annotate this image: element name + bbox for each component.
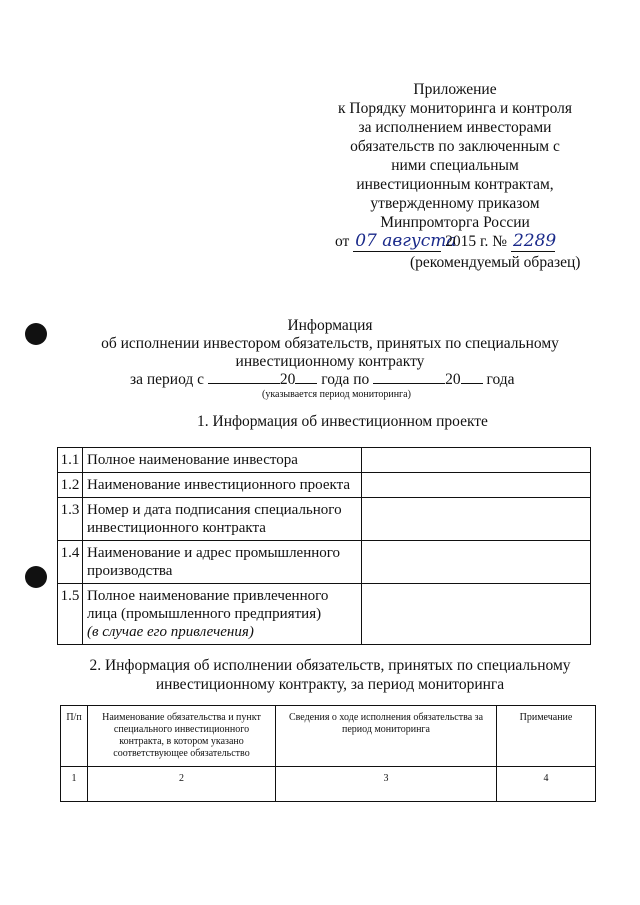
row-value bbox=[362, 448, 591, 473]
appendix-header bbox=[330, 80, 580, 252]
column-number-row bbox=[61, 767, 596, 802]
info-line: инвестиционному контракту bbox=[235, 353, 425, 370]
column-number: 3 bbox=[276, 767, 497, 802]
period-year-a: 20 bbox=[279, 371, 296, 388]
row-label: Полное наименование привлеченного лица (промышленного предприятия) bbox=[87, 588, 329, 622]
period-suffix: года bbox=[486, 371, 515, 388]
table-row bbox=[58, 473, 591, 498]
punch-hole-top bbox=[25, 323, 47, 345]
row-label: Наименование и адрес промышленного производства bbox=[83, 541, 362, 584]
info-title-block bbox=[60, 317, 600, 371]
period-prefix: за период с bbox=[130, 371, 205, 388]
obligations-table bbox=[60, 705, 596, 802]
period-mid: года по bbox=[321, 371, 370, 388]
row-number: 1.4 bbox=[58, 541, 83, 584]
sample-label: (рекомендуемый образец) bbox=[410, 254, 581, 271]
row-number: 1.3 bbox=[58, 498, 83, 541]
row-number: 1.2 bbox=[58, 473, 83, 498]
appendix-line: ними специальным bbox=[391, 157, 519, 174]
row-label: Наименование инвестиционного проекта bbox=[83, 473, 362, 498]
info-line: об исполнении инвестором обязательств, принятых по специальному bbox=[101, 335, 559, 352]
blank-field bbox=[295, 369, 317, 384]
row-value bbox=[362, 473, 591, 498]
row-value bbox=[362, 541, 591, 584]
table-row bbox=[58, 541, 591, 584]
section2-heading bbox=[60, 656, 600, 694]
table-row bbox=[58, 584, 591, 645]
column-header: Сведения о ходе исполнения обязательства за период мониторинга bbox=[276, 706, 497, 767]
table-row bbox=[58, 448, 591, 473]
row-number: 1.5 bbox=[58, 584, 83, 645]
date-prefix: от bbox=[335, 233, 350, 250]
row-label: Полное наименование инвестора bbox=[83, 448, 362, 473]
appendix-line: к Порядку мониторинга и контроля bbox=[337, 100, 573, 117]
column-header: Примечание bbox=[497, 706, 596, 767]
blank-field bbox=[373, 369, 445, 384]
column-header: Наименование обязательства и пункт специального инвестиционного контракта, в котором указано соответствующее обязательство bbox=[88, 706, 276, 767]
appendix-line: Минпромторга России bbox=[380, 214, 530, 231]
appendix-line: Приложение bbox=[413, 81, 497, 98]
section2-heading-line: инвестиционному контракту, за период мониторинга bbox=[155, 676, 505, 693]
blank-field bbox=[208, 369, 280, 384]
handwritten-number: 2289 bbox=[512, 231, 557, 251]
row-label: Номер и дата подписания специального инвестиционного контракта bbox=[83, 498, 362, 541]
handwritten-date: 07 августа bbox=[355, 231, 457, 251]
blank-field bbox=[461, 369, 483, 384]
project-info-table bbox=[57, 447, 591, 645]
column-number: 1 bbox=[61, 767, 88, 802]
table-header-row bbox=[61, 706, 596, 767]
appendix-line: за исполнением инвесторами bbox=[358, 119, 552, 136]
info-title: Информация bbox=[287, 317, 373, 334]
period-line bbox=[130, 369, 515, 389]
order-date-line bbox=[310, 232, 580, 252]
year-text: 2015 г. № bbox=[445, 233, 508, 250]
column-header: П/п bbox=[61, 706, 88, 767]
row-label-cell bbox=[83, 584, 362, 645]
row-value bbox=[362, 584, 591, 645]
row-number: 1.1 bbox=[58, 448, 83, 473]
punch-hole-bottom bbox=[25, 566, 47, 588]
table-row bbox=[58, 498, 591, 541]
appendix-line: инвестиционным контрактам, bbox=[356, 176, 554, 193]
row-label-note: (в случае его привлечения) bbox=[87, 624, 254, 640]
appendix-line: утвержденному приказом bbox=[370, 195, 540, 212]
section2-heading-line: 2. Информация об исполнении обязательств, принятых по специальному bbox=[89, 657, 571, 674]
appendix-line: обязательств по заключенным с bbox=[350, 138, 560, 155]
row-value bbox=[362, 498, 591, 541]
column-number: 4 bbox=[497, 767, 596, 802]
column-number: 2 bbox=[88, 767, 276, 802]
period-year-b: 20 bbox=[445, 371, 461, 388]
section1-heading: 1. Информация об инвестиционном проекте bbox=[197, 413, 488, 430]
period-note: (указывается период мониторинга) bbox=[262, 389, 411, 400]
